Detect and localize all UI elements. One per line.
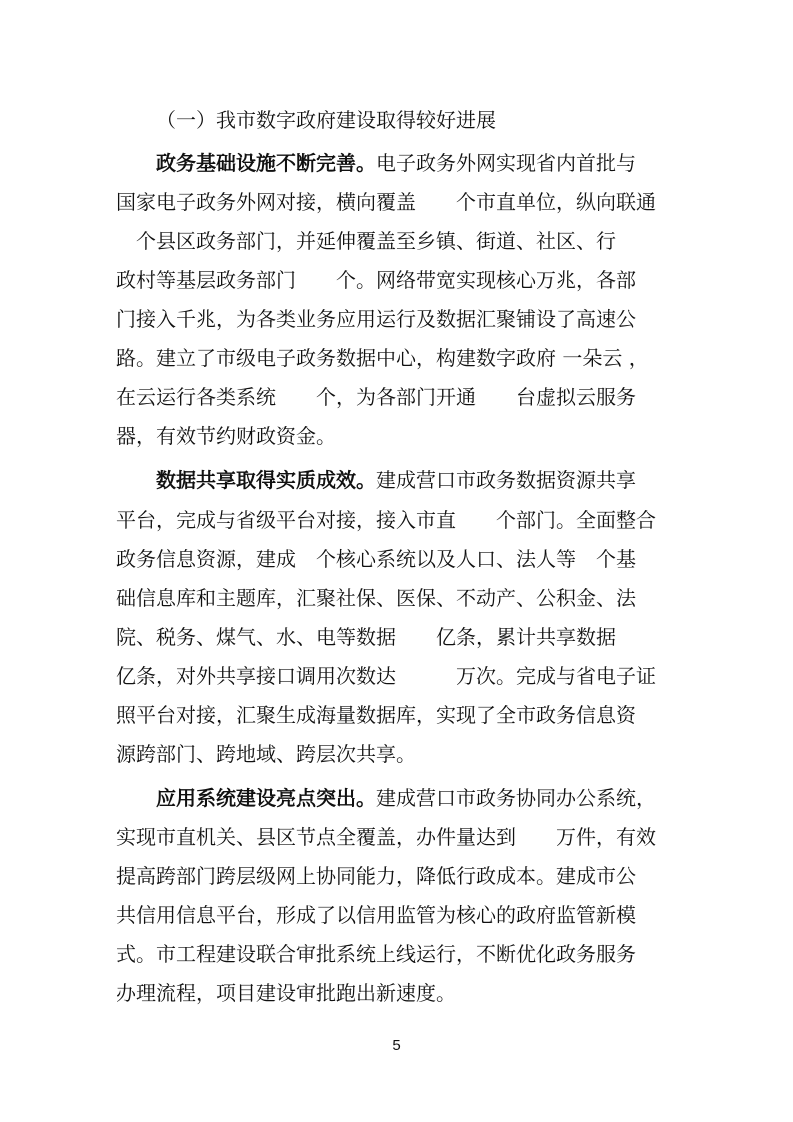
- paragraph-2-line-6: 亿条，对外共享接口调用次数达 万次。完成与省电子证: [116, 664, 656, 688]
- paragraph-1-line-6: 路。建立了市级电子政务数据中心，构建数字政府 一朵云 ，: [116, 346, 649, 370]
- paragraph-1-line-7: 在云运行各类系统 个，为各部门开通 台虚拟云服务: [116, 385, 636, 409]
- paragraph-3-title: 应用系统建设亮点突出。: [156, 786, 376, 810]
- paragraph-2-title: 数据共享取得实质成效。: [156, 468, 376, 492]
- paragraph-1-line-3: 个县区政务部门，并延伸覆盖至乡镇、街道、社区、行: [116, 229, 616, 253]
- paragraph-3-line-2: 实现市直机关、县区节点全覆盖，办件量达到 万件，有效: [116, 825, 656, 849]
- paragraph-2-line-3: 政务信息资源，建成 个核心系统以及人口、法人等 个基: [116, 547, 636, 571]
- paragraph-1-line-2: 国家电子政务外网对接，横向覆盖 个市直单位，纵向联通: [116, 190, 656, 214]
- section-heading: （一）我市数字政府建设取得较好进展: [156, 108, 496, 132]
- paragraph-2-line-5: 院、税务、煤气、水、电等数据 亿条，累计共享数据: [116, 625, 616, 649]
- paragraph-2-line-8: 源跨部门、跨地域、跨层次共享。: [116, 742, 416, 766]
- paragraph-1-line-4: 政村等基层政务部门 个。网络带宽实现核心万兆，各部: [116, 268, 636, 292]
- paragraph-2-line-7: 照平台对接，汇聚生成海量数据库，实现了全市政务信息资: [116, 703, 636, 727]
- paragraph-3-line-6: 办理流程，项目建设审批跑出新速度。: [116, 981, 456, 1005]
- paragraph-1-text: 电子政务外网实现省内首批与: [376, 151, 636, 175]
- paragraph-2-line-1: [156, 466, 636, 494]
- paragraph-2-line-2: 平台，完成与省级平台对接，接入市直 个部门。全面整合: [116, 508, 656, 532]
- paragraph-1-line-5: 门接入千兆，为各类业务应用运行及数据汇聚铺设了高速公: [116, 307, 636, 331]
- paragraph-2-line-4: 础信息库和主题库，汇聚社保、医保、不动产、公积金、法: [116, 586, 636, 610]
- paragraph-3-line-3: 提高跨部门跨层级网上协同能力，降低行政成本。建成市公: [116, 864, 636, 888]
- paragraph-3-line-1: [156, 784, 656, 812]
- page-number: 5: [392, 1037, 401, 1054]
- paragraph-2-text: 建成营口市政务数据资源共享: [376, 468, 636, 492]
- paragraph-3-line-4: 共信用信息平台，形成了以信用监管为核心的政府监管新模: [116, 903, 636, 927]
- paragraph-3-text: 建成营口市政务协同办公系统，: [376, 786, 656, 810]
- paragraph-3-line-5: 式。市工程建设联合审批系统上线运行，不断优化政务服务: [116, 942, 636, 966]
- paragraph-1-title: 政务基础设施不断完善。: [156, 151, 376, 175]
- paragraph-1-line-8: 器，有效节约财政资金。: [116, 424, 336, 448]
- paragraph-1-line-1: [156, 149, 636, 177]
